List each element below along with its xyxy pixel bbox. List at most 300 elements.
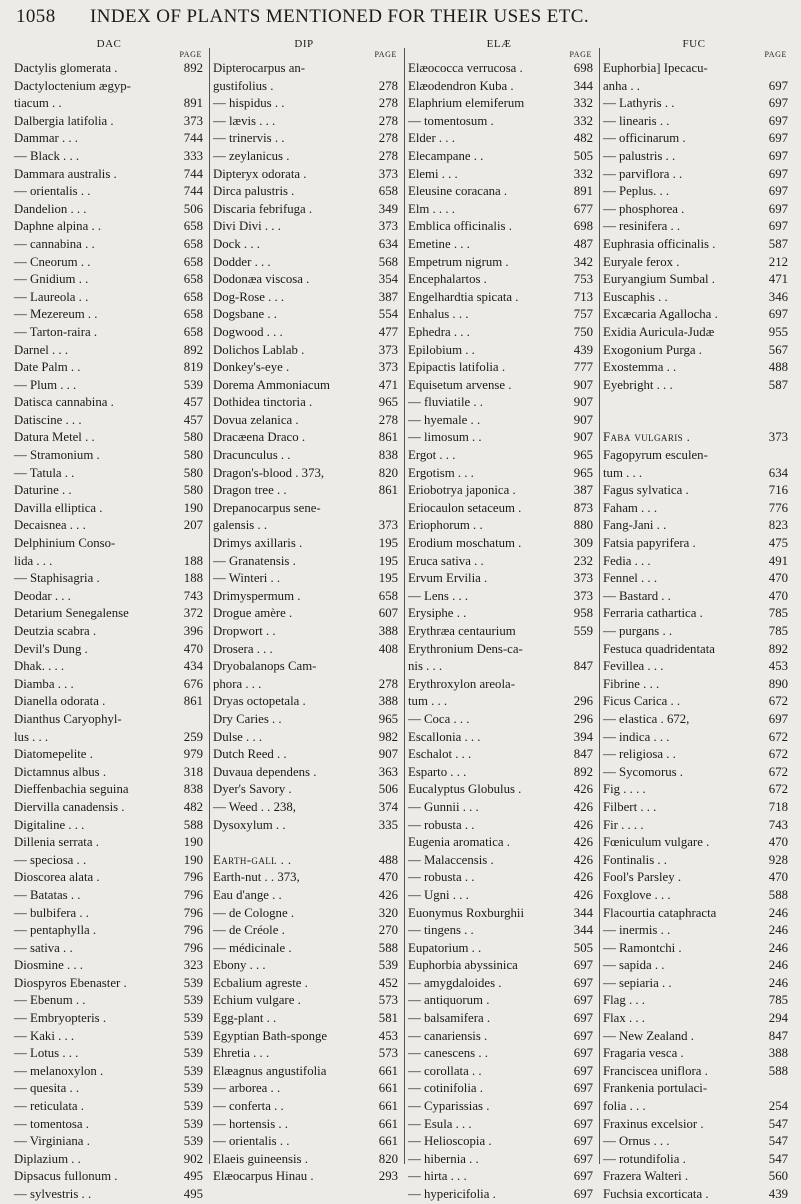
index-entry bbox=[404, 236, 594, 254]
entry-page-ref: 346 bbox=[768, 289, 788, 304]
index-entry bbox=[209, 130, 399, 148]
entry-term: Dulse . . . bbox=[213, 729, 263, 744]
index-entry bbox=[599, 940, 789, 958]
entry-page-ref: 471 bbox=[378, 377, 398, 392]
entry-page-ref: 388 bbox=[768, 1046, 788, 1061]
entry-page-ref: 373 bbox=[183, 113, 203, 128]
entry-term: Franciscea uniflora . bbox=[603, 1063, 708, 1078]
index-entry bbox=[404, 1063, 594, 1081]
entry-term: Dillenia serrata . bbox=[14, 835, 99, 850]
entry-page-ref: 757 bbox=[573, 307, 593, 322]
entry-term: — purgans . . bbox=[603, 624, 673, 638]
index-entry bbox=[209, 746, 399, 764]
entry-term: tum . . . bbox=[603, 465, 643, 480]
entry-term: Diplazium . . bbox=[14, 1151, 81, 1166]
entry-page-ref: 278 bbox=[378, 676, 398, 691]
entry-page-ref: 658 bbox=[183, 289, 203, 304]
entry-page-ref: 296 bbox=[573, 711, 593, 726]
entry-page-ref: 661 bbox=[378, 1081, 398, 1096]
index-entry bbox=[14, 95, 204, 113]
entry-term: Egg-plant . . bbox=[213, 1011, 277, 1026]
entry-term: gustifolius . bbox=[213, 78, 274, 93]
entry-page-ref: 753 bbox=[573, 272, 593, 287]
entry-page-ref: 697 bbox=[768, 219, 788, 234]
entry-page-ref: 890 bbox=[768, 676, 788, 691]
entry-term: Elaeis guineensis . bbox=[213, 1151, 308, 1166]
entry-term: — Coca . . . bbox=[408, 711, 470, 726]
entry-term: Excæcaria Agallocha . bbox=[603, 307, 718, 322]
index-entry bbox=[209, 834, 399, 852]
entry-page-ref: 718 bbox=[768, 799, 788, 814]
entry-term: galensis . . bbox=[213, 518, 268, 533]
index-entry bbox=[404, 1080, 594, 1098]
entry-page-ref: 318 bbox=[183, 764, 203, 779]
index-entry bbox=[14, 1186, 204, 1204]
entry-page-ref: 212 bbox=[768, 254, 788, 269]
entry-term: Faba vulgaris . bbox=[603, 430, 691, 445]
entry-term: Elæococca verrucosa . bbox=[408, 61, 523, 75]
index-entry bbox=[14, 1151, 204, 1169]
entry-term: Engelhardtia spicata . bbox=[408, 289, 519, 304]
entry-term: — speciosa . . bbox=[14, 852, 87, 867]
entry-page-ref: 697 bbox=[573, 1169, 593, 1184]
index-entry bbox=[599, 676, 789, 694]
entry-term: — Ramontchi . bbox=[603, 940, 682, 955]
entry-term: Eschalot . . . bbox=[408, 747, 472, 762]
index-entry bbox=[599, 306, 789, 324]
index-entry bbox=[599, 1133, 789, 1151]
index-entry bbox=[209, 535, 399, 553]
entry-term: Ferraria cathartica . bbox=[603, 606, 703, 621]
index-entry bbox=[599, 1186, 789, 1204]
entry-page-ref: 487 bbox=[573, 236, 593, 251]
index-entry bbox=[14, 254, 204, 272]
index-entry bbox=[14, 359, 204, 377]
entry-page-ref: 332 bbox=[573, 113, 593, 128]
index-entry bbox=[404, 324, 594, 342]
entry-term: Donkey's-eye . bbox=[213, 360, 290, 375]
index-entry bbox=[209, 394, 399, 412]
index-entry bbox=[599, 394, 789, 412]
index-entry bbox=[14, 1116, 204, 1134]
entry-page-ref: 207 bbox=[183, 518, 203, 533]
entry-page-ref: 539 bbox=[183, 1081, 203, 1096]
entry-page-ref: 470 bbox=[378, 870, 398, 885]
entry-page-ref: 907 bbox=[573, 377, 593, 392]
entry-term: Drosera . . . bbox=[213, 641, 273, 656]
index-entry bbox=[209, 1133, 399, 1151]
entry-term: Dogwood . . . bbox=[213, 324, 283, 339]
index-entry bbox=[599, 183, 789, 201]
column-running-head: DAC bbox=[96, 38, 122, 50]
entry-page-ref: 697 bbox=[573, 1187, 593, 1201]
entry-term: Erysiphe . . bbox=[408, 606, 467, 621]
index-entry bbox=[209, 869, 399, 887]
entry-page-ref: 539 bbox=[183, 993, 203, 1008]
entry-page-ref: 373 bbox=[378, 166, 398, 181]
entry-page-ref: 697 bbox=[573, 1081, 593, 1096]
index-entry bbox=[209, 605, 399, 623]
entry-page-ref: 373 bbox=[378, 219, 398, 234]
index-entry bbox=[599, 1168, 789, 1186]
entry-page-ref: 607 bbox=[378, 606, 398, 621]
entry-term: — Lathyris . . bbox=[603, 96, 675, 111]
index-entry bbox=[209, 852, 399, 870]
entry-page-ref: 344 bbox=[573, 923, 593, 938]
entry-term: — New Zealand . bbox=[603, 1028, 694, 1043]
index-entry bbox=[404, 746, 594, 764]
entry-page-ref: 246 bbox=[768, 958, 788, 973]
index-entry bbox=[404, 1168, 594, 1186]
entry-term: — Embryopteris . bbox=[14, 1011, 107, 1026]
index-entry bbox=[209, 570, 399, 588]
entry-page-ref: 506 bbox=[183, 201, 203, 216]
entry-page-ref: 580 bbox=[183, 430, 203, 445]
entry-term: Ficus Carica . . bbox=[603, 694, 681, 709]
entry-term: tum . . . bbox=[408, 694, 448, 709]
entry-term: — Lens . . . bbox=[408, 588, 469, 603]
entry-page-ref: 982 bbox=[378, 729, 398, 744]
entry-page-ref: 697 bbox=[573, 993, 593, 1008]
index-entry bbox=[599, 605, 789, 623]
entry-page-ref: 296 bbox=[573, 694, 593, 709]
entry-term: Fraxinus excelsior . bbox=[603, 1116, 704, 1131]
entry-term: — zeylanicus . bbox=[213, 148, 290, 163]
index-entry bbox=[209, 1116, 399, 1134]
entry-term: Dalbergia latifolia . bbox=[14, 113, 114, 128]
entry-term: Drimys axillaris . bbox=[213, 536, 303, 551]
entry-page-ref: 677 bbox=[573, 201, 593, 216]
entry-page-ref: 470 bbox=[768, 835, 788, 850]
index-entry bbox=[14, 412, 204, 430]
entry-term: — melanoxylon . bbox=[14, 1063, 104, 1078]
entry-page-ref: 388 bbox=[378, 624, 398, 638]
index-entry bbox=[209, 817, 399, 835]
index-entry bbox=[14, 500, 204, 518]
entry-page-ref: 246 bbox=[768, 923, 788, 938]
index-entry bbox=[209, 992, 399, 1010]
entry-page-ref: 676 bbox=[183, 676, 203, 691]
entry-term: Exostemma . . bbox=[603, 360, 677, 375]
entry-term: — de Cologne . bbox=[213, 905, 295, 920]
entry-term: Datiscine . . . bbox=[14, 412, 82, 427]
index-columns bbox=[14, 38, 789, 1201]
entry-page-ref: 278 bbox=[378, 148, 398, 163]
entry-term: — sepiaria . . bbox=[603, 975, 672, 990]
index-entry bbox=[209, 482, 399, 500]
entry-page-ref: 697 bbox=[573, 1134, 593, 1149]
index-entry bbox=[14, 693, 204, 711]
index-entry bbox=[209, 676, 399, 694]
entry-page-ref: 697 bbox=[573, 1151, 593, 1166]
entry-term: Date Palm . . bbox=[14, 360, 81, 375]
index-entry bbox=[404, 342, 594, 360]
entry-term: — robusta . . bbox=[408, 817, 475, 832]
index-entry bbox=[599, 271, 789, 289]
entry-term: Foxglove . . . bbox=[603, 887, 671, 902]
entry-page-ref: 892 bbox=[183, 342, 203, 357]
entry-term: Deutzia scabra . bbox=[14, 624, 97, 638]
entry-page-ref: 190 bbox=[183, 835, 203, 850]
index-entry bbox=[404, 1098, 594, 1116]
entry-term: — inermis . . bbox=[603, 923, 671, 938]
entry-page-ref: 506 bbox=[378, 782, 398, 797]
index-entry bbox=[209, 1151, 399, 1169]
entry-term: — Weed . . 238, bbox=[213, 799, 296, 814]
index-entry bbox=[14, 60, 204, 78]
entry-page-ref: 195 bbox=[378, 536, 398, 551]
index-entry bbox=[209, 60, 399, 78]
entry-term: — fluviatile . . bbox=[408, 395, 483, 410]
entry-page-ref: 567 bbox=[768, 342, 788, 357]
index-entry bbox=[599, 711, 789, 729]
entry-page-ref: 539 bbox=[183, 1116, 203, 1131]
index-entry bbox=[209, 517, 399, 535]
entry-term: — Tarton-raira . bbox=[14, 324, 98, 339]
index-entry bbox=[209, 1098, 399, 1116]
entry-page-ref: 785 bbox=[768, 993, 788, 1008]
entry-page-ref: 188 bbox=[183, 571, 203, 586]
entry-page-ref: 698 bbox=[573, 219, 593, 234]
entry-term: Encephalartos . bbox=[408, 272, 487, 287]
index-entry bbox=[599, 465, 789, 483]
entry-term: — tomentosa . bbox=[14, 1116, 89, 1131]
index-entry bbox=[404, 500, 594, 518]
entry-page-ref: 661 bbox=[378, 1134, 398, 1149]
index-entry bbox=[14, 218, 204, 236]
entry-term: Euscaphis . . bbox=[603, 289, 668, 304]
index-column-dac bbox=[14, 38, 204, 1201]
index-entry bbox=[14, 992, 204, 1010]
index-entry bbox=[404, 992, 594, 1010]
entry-term: — conferta . . bbox=[213, 1099, 284, 1114]
entry-page-ref: 902 bbox=[183, 1151, 203, 1166]
entry-page-ref: 776 bbox=[768, 500, 788, 515]
entry-term: — arborea . . bbox=[213, 1081, 281, 1096]
entry-term: — Esula . . . bbox=[408, 1116, 472, 1131]
entry-page-ref: 470 bbox=[768, 870, 788, 885]
index-entry bbox=[209, 500, 399, 518]
entry-term: Dragon tree . . bbox=[213, 483, 287, 498]
entry-term: Esparto . . . bbox=[408, 764, 467, 779]
entry-page-ref: 907 bbox=[573, 395, 593, 410]
entry-page-ref: 796 bbox=[183, 940, 203, 955]
entry-page-ref: 697 bbox=[768, 201, 788, 216]
entry-page-ref: 796 bbox=[183, 923, 203, 938]
index-entry bbox=[404, 869, 594, 887]
entry-page-ref: 373 bbox=[573, 588, 593, 603]
column-page-label: PAGE bbox=[179, 50, 202, 59]
entry-page-ref: 658 bbox=[378, 184, 398, 199]
index-entry bbox=[14, 781, 204, 799]
entry-page-ref: 588 bbox=[768, 1063, 788, 1078]
entry-page-ref: 246 bbox=[768, 975, 788, 990]
entry-term: Exogonium Purga . bbox=[603, 342, 702, 357]
index-entry bbox=[14, 130, 204, 148]
index-entry bbox=[599, 975, 789, 993]
index-entry bbox=[599, 623, 789, 641]
index-entry bbox=[14, 957, 204, 975]
entry-term: Fatsia papyrifera . bbox=[603, 536, 696, 551]
entry-page-ref: 475 bbox=[768, 536, 788, 551]
entry-term: Euryangium Sumbal . bbox=[603, 272, 715, 287]
index-entry bbox=[404, 658, 594, 676]
index-entry bbox=[599, 517, 789, 535]
index-entry bbox=[209, 447, 399, 465]
entry-term: Enhalus . . . bbox=[408, 307, 469, 322]
entry-page-ref: 658 bbox=[183, 236, 203, 251]
index-entry bbox=[14, 729, 204, 747]
index-column-dip bbox=[209, 38, 399, 1184]
entry-page-ref: 505 bbox=[573, 148, 593, 163]
entry-page-ref: 819 bbox=[183, 360, 203, 375]
entry-term: — Winteri . . bbox=[213, 571, 281, 586]
entry-term: — Granatensis . bbox=[213, 553, 296, 568]
index-entry bbox=[599, 60, 789, 78]
index-entry bbox=[404, 1028, 594, 1046]
entry-term: — hortensis . . bbox=[213, 1116, 289, 1131]
entry-term: folia . . . bbox=[603, 1099, 646, 1114]
entry-term: — Helioscopia . bbox=[408, 1134, 492, 1149]
index-column-fuc bbox=[599, 38, 789, 1201]
index-entry bbox=[404, 1133, 594, 1151]
index-entry bbox=[209, 324, 399, 342]
index-entry bbox=[14, 342, 204, 360]
entry-term: Dropwort . . bbox=[213, 624, 276, 638]
entry-page-ref: 363 bbox=[378, 764, 398, 779]
entry-term: — de Créole . bbox=[213, 923, 285, 938]
index-entry bbox=[599, 201, 789, 219]
entry-page-ref: 332 bbox=[573, 166, 593, 181]
entry-list bbox=[14, 60, 204, 1204]
index-entry bbox=[209, 641, 399, 659]
entry-term: — Cneorum . . bbox=[14, 254, 91, 269]
entry-page-ref: 743 bbox=[768, 817, 788, 832]
entry-list bbox=[209, 60, 399, 1186]
index-entry bbox=[14, 113, 204, 131]
entry-term: — Peplus. . . bbox=[603, 184, 670, 199]
entry-page-ref: 568 bbox=[378, 254, 398, 269]
entry-page-ref: 661 bbox=[378, 1099, 398, 1114]
entry-term: Drimyspermum . bbox=[213, 588, 301, 603]
index-entry bbox=[14, 1168, 204, 1186]
index-entry bbox=[209, 166, 399, 184]
entry-term: — hypericifolia . bbox=[408, 1187, 496, 1201]
entry-page-ref: 697 bbox=[768, 148, 788, 163]
entry-term: Elæagnus angustifolia bbox=[213, 1063, 327, 1078]
entry-term: Euphrasia officinalis . bbox=[603, 236, 716, 251]
entry-page-ref: 539 bbox=[183, 1011, 203, 1026]
index-entry bbox=[404, 78, 594, 96]
index-entry bbox=[599, 236, 789, 254]
entry-term: Ebony . . . bbox=[213, 958, 266, 973]
index-entry bbox=[14, 1080, 204, 1098]
entry-page-ref: 588 bbox=[183, 817, 203, 832]
entry-page-ref: 539 bbox=[183, 1134, 203, 1149]
entry-page-ref: 453 bbox=[768, 659, 788, 674]
entry-page-ref: 892 bbox=[183, 61, 203, 75]
index-entry bbox=[209, 658, 399, 676]
entry-term: Fevillea . . . bbox=[603, 659, 664, 674]
entry-term: Daphne alpina . . bbox=[14, 219, 102, 234]
entry-term: — palustris . . bbox=[603, 148, 676, 163]
entry-page-ref: 373 bbox=[768, 430, 788, 445]
entry-page-ref: 554 bbox=[378, 307, 398, 322]
index-entry bbox=[209, 113, 399, 131]
entry-term: Datisca cannabina . bbox=[14, 395, 114, 410]
entry-term: Earth-nut . . 373, bbox=[213, 870, 300, 885]
entry-term: Fool's Parsley . bbox=[603, 870, 682, 885]
entry-term: Deodar . . . bbox=[14, 588, 71, 603]
entry-term: — tingens . . bbox=[408, 923, 474, 938]
entry-page-ref: 278 bbox=[378, 96, 398, 111]
column-running-head: ELÆ bbox=[486, 38, 512, 50]
index-entry bbox=[404, 130, 594, 148]
entry-term: — religiosa . . bbox=[603, 747, 676, 762]
index-entry bbox=[599, 799, 789, 817]
entry-page-ref: 634 bbox=[768, 465, 788, 480]
entry-page-ref: 965 bbox=[573, 448, 593, 463]
entry-term: Elemi . . . bbox=[408, 166, 458, 181]
index-entry bbox=[209, 940, 399, 958]
entry-term: Eau d'ange . . bbox=[213, 887, 282, 902]
entry-term: Fang-Jani . . bbox=[603, 518, 667, 533]
index-entry bbox=[14, 746, 204, 764]
entry-term: Eugenia aromatica . bbox=[408, 835, 510, 850]
entry-term: tiacum . . bbox=[14, 96, 62, 111]
index-entry bbox=[599, 535, 789, 553]
entry-term: — resinifera . . bbox=[603, 219, 681, 234]
index-entry bbox=[209, 781, 399, 799]
entry-page-ref: 697 bbox=[768, 131, 788, 146]
index-entry bbox=[404, 517, 594, 535]
entry-page-ref: 278 bbox=[378, 78, 398, 93]
entry-term: — Gnidium . . bbox=[14, 272, 89, 287]
index-entry bbox=[209, 588, 399, 606]
entry-page-ref: 587 bbox=[768, 377, 788, 392]
entry-term: Dipterocarpus an- bbox=[213, 61, 306, 75]
index-entry bbox=[404, 377, 594, 395]
entry-term: Dirca palustris . bbox=[213, 184, 295, 199]
entry-page-ref: 309 bbox=[573, 536, 593, 551]
index-entry bbox=[14, 905, 204, 923]
index-entry bbox=[404, 781, 594, 799]
index-entry bbox=[599, 289, 789, 307]
index-entry bbox=[14, 922, 204, 940]
entry-term: Duvaua dependens . bbox=[213, 764, 317, 779]
index-entry bbox=[599, 957, 789, 975]
index-entry bbox=[404, 447, 594, 465]
entry-page-ref: 744 bbox=[183, 184, 203, 199]
index-entry bbox=[14, 394, 204, 412]
entry-page-ref: 697 bbox=[573, 1046, 593, 1061]
index-entry bbox=[14, 887, 204, 905]
entry-term: Eriophorum . . bbox=[408, 518, 483, 533]
entry-page-ref: 560 bbox=[768, 1169, 788, 1184]
entry-term: Elæodendron Kuba . bbox=[408, 78, 514, 93]
entry-term: Frankenia portulaci- bbox=[603, 1081, 708, 1096]
entry-page-ref: 344 bbox=[573, 905, 593, 920]
entry-term: Dammara australis . bbox=[14, 166, 117, 181]
entry-list bbox=[404, 60, 594, 1204]
index-entry bbox=[404, 588, 594, 606]
entry-term: Dianthus Caryophyl- bbox=[14, 711, 122, 726]
entry-term: Davilla elliptica . bbox=[14, 500, 103, 515]
index-entry bbox=[599, 869, 789, 887]
entry-term: Darnel . . . bbox=[14, 342, 69, 357]
entry-page-ref: 838 bbox=[183, 782, 203, 797]
entry-page-ref: 488 bbox=[378, 852, 398, 867]
